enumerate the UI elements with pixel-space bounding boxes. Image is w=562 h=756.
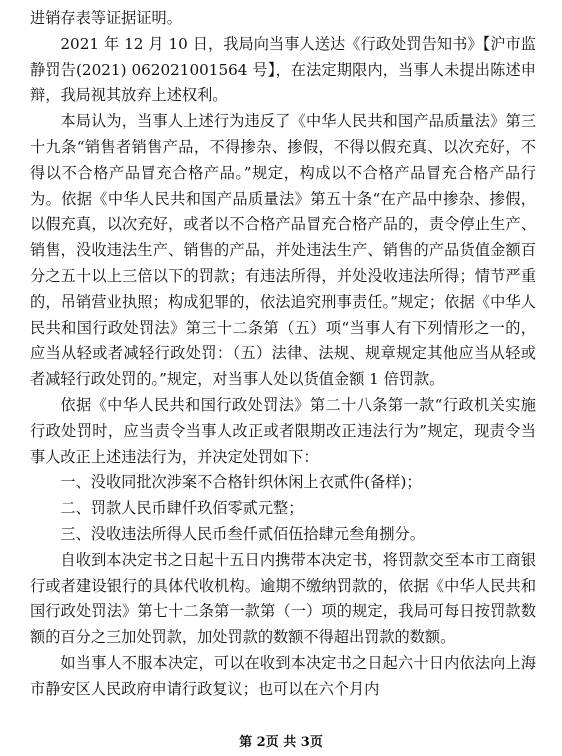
paragraph-evidence: 进销存表等证据证明。 xyxy=(30,9,182,27)
paragraph-payment: 自收到本决定书之日起十五日内携带本决定书，将罚款交至本市工商银行或者建设银行的具体代收机构。逾期不缴纳罚款的，依据《中华人民共和国行政处罚法》第七十二条第一款第（一）项的规定，我局可每日按罚款数额的百分之三加处罚款，加处罚款的数额不得超出罚款的数额。 xyxy=(30,550,536,647)
document-body xyxy=(30,6,536,703)
paragraph-appeal: 如当事人不服本决定，可以在收到本决定书之日起六十日内依法向上海市静安区人民政府申请行政复议；也可以在六个月内 xyxy=(30,653,536,698)
penalty-item-3: 三、没收违法所得人民币叁仟贰佰伍拾肆元叁角捌分。 xyxy=(60,524,425,543)
penalty-item-1: 一、没收同批次涉案不合格针织休闲上衣贰件(备样)； xyxy=(60,473,422,492)
paragraph-order: 依据《中华人民共和国行政处罚法》第二十八条第一款“行政机关实施行政处罚时，应当责令当事人改正或者限期改正违法行为”规定，现责令当事人改正上述违法行为，并决定处罚如下： xyxy=(30,395,536,466)
paragraph-finding: 本局认为，当事人上述行为违反了《中华人民共和国产品质量法》第三十九条“销售者销售产品，不得掺杂、掺假，不得以假充真、以次充好，不得以不合格产品冒充合格产品。”规定，构成以不合格产品冒充合格产品行为。依据《中华人民共和国产品质量法》第五十条“在产品中掺杂、掺假，以假充真，以次充好，或者以不合格产品冒充合格产品的，责令停止生产、销售，没收违法生产、销售的产品，并处违法生产、销售的产品货值金额百分之五十以上三倍以下的罚款；有违法所得，并处没收违法所得；情节严重的，吊销营业执照；构成犯罪的，依法追究刑事责任。”规定；依据《中华人民共和国行政处罚法》第三十二条第（五）项“当事人有下列情形之一的，应当从轻或者减轻行政处罚：（五）法律、法规、规章规定其他应当从轻或者减轻行政处罚的。”规定，对当事人处以货值金额 1 倍罚款。 xyxy=(30,112,536,389)
paragraph-notice: 2021 年 12 月 10 日，我局向当事人送达《行政处罚告知书》【沪市监静罚告(2021) 062021001564 号】，在法定期限内，当事人未提出陈述申辩，我局视其放弃上述权利。 xyxy=(30,34,536,105)
penalty-item-2: 二、罚款人民币肆仟玖佰零贰元整； xyxy=(60,499,304,518)
page-number: 第 2页 共 3页 xyxy=(239,735,323,750)
